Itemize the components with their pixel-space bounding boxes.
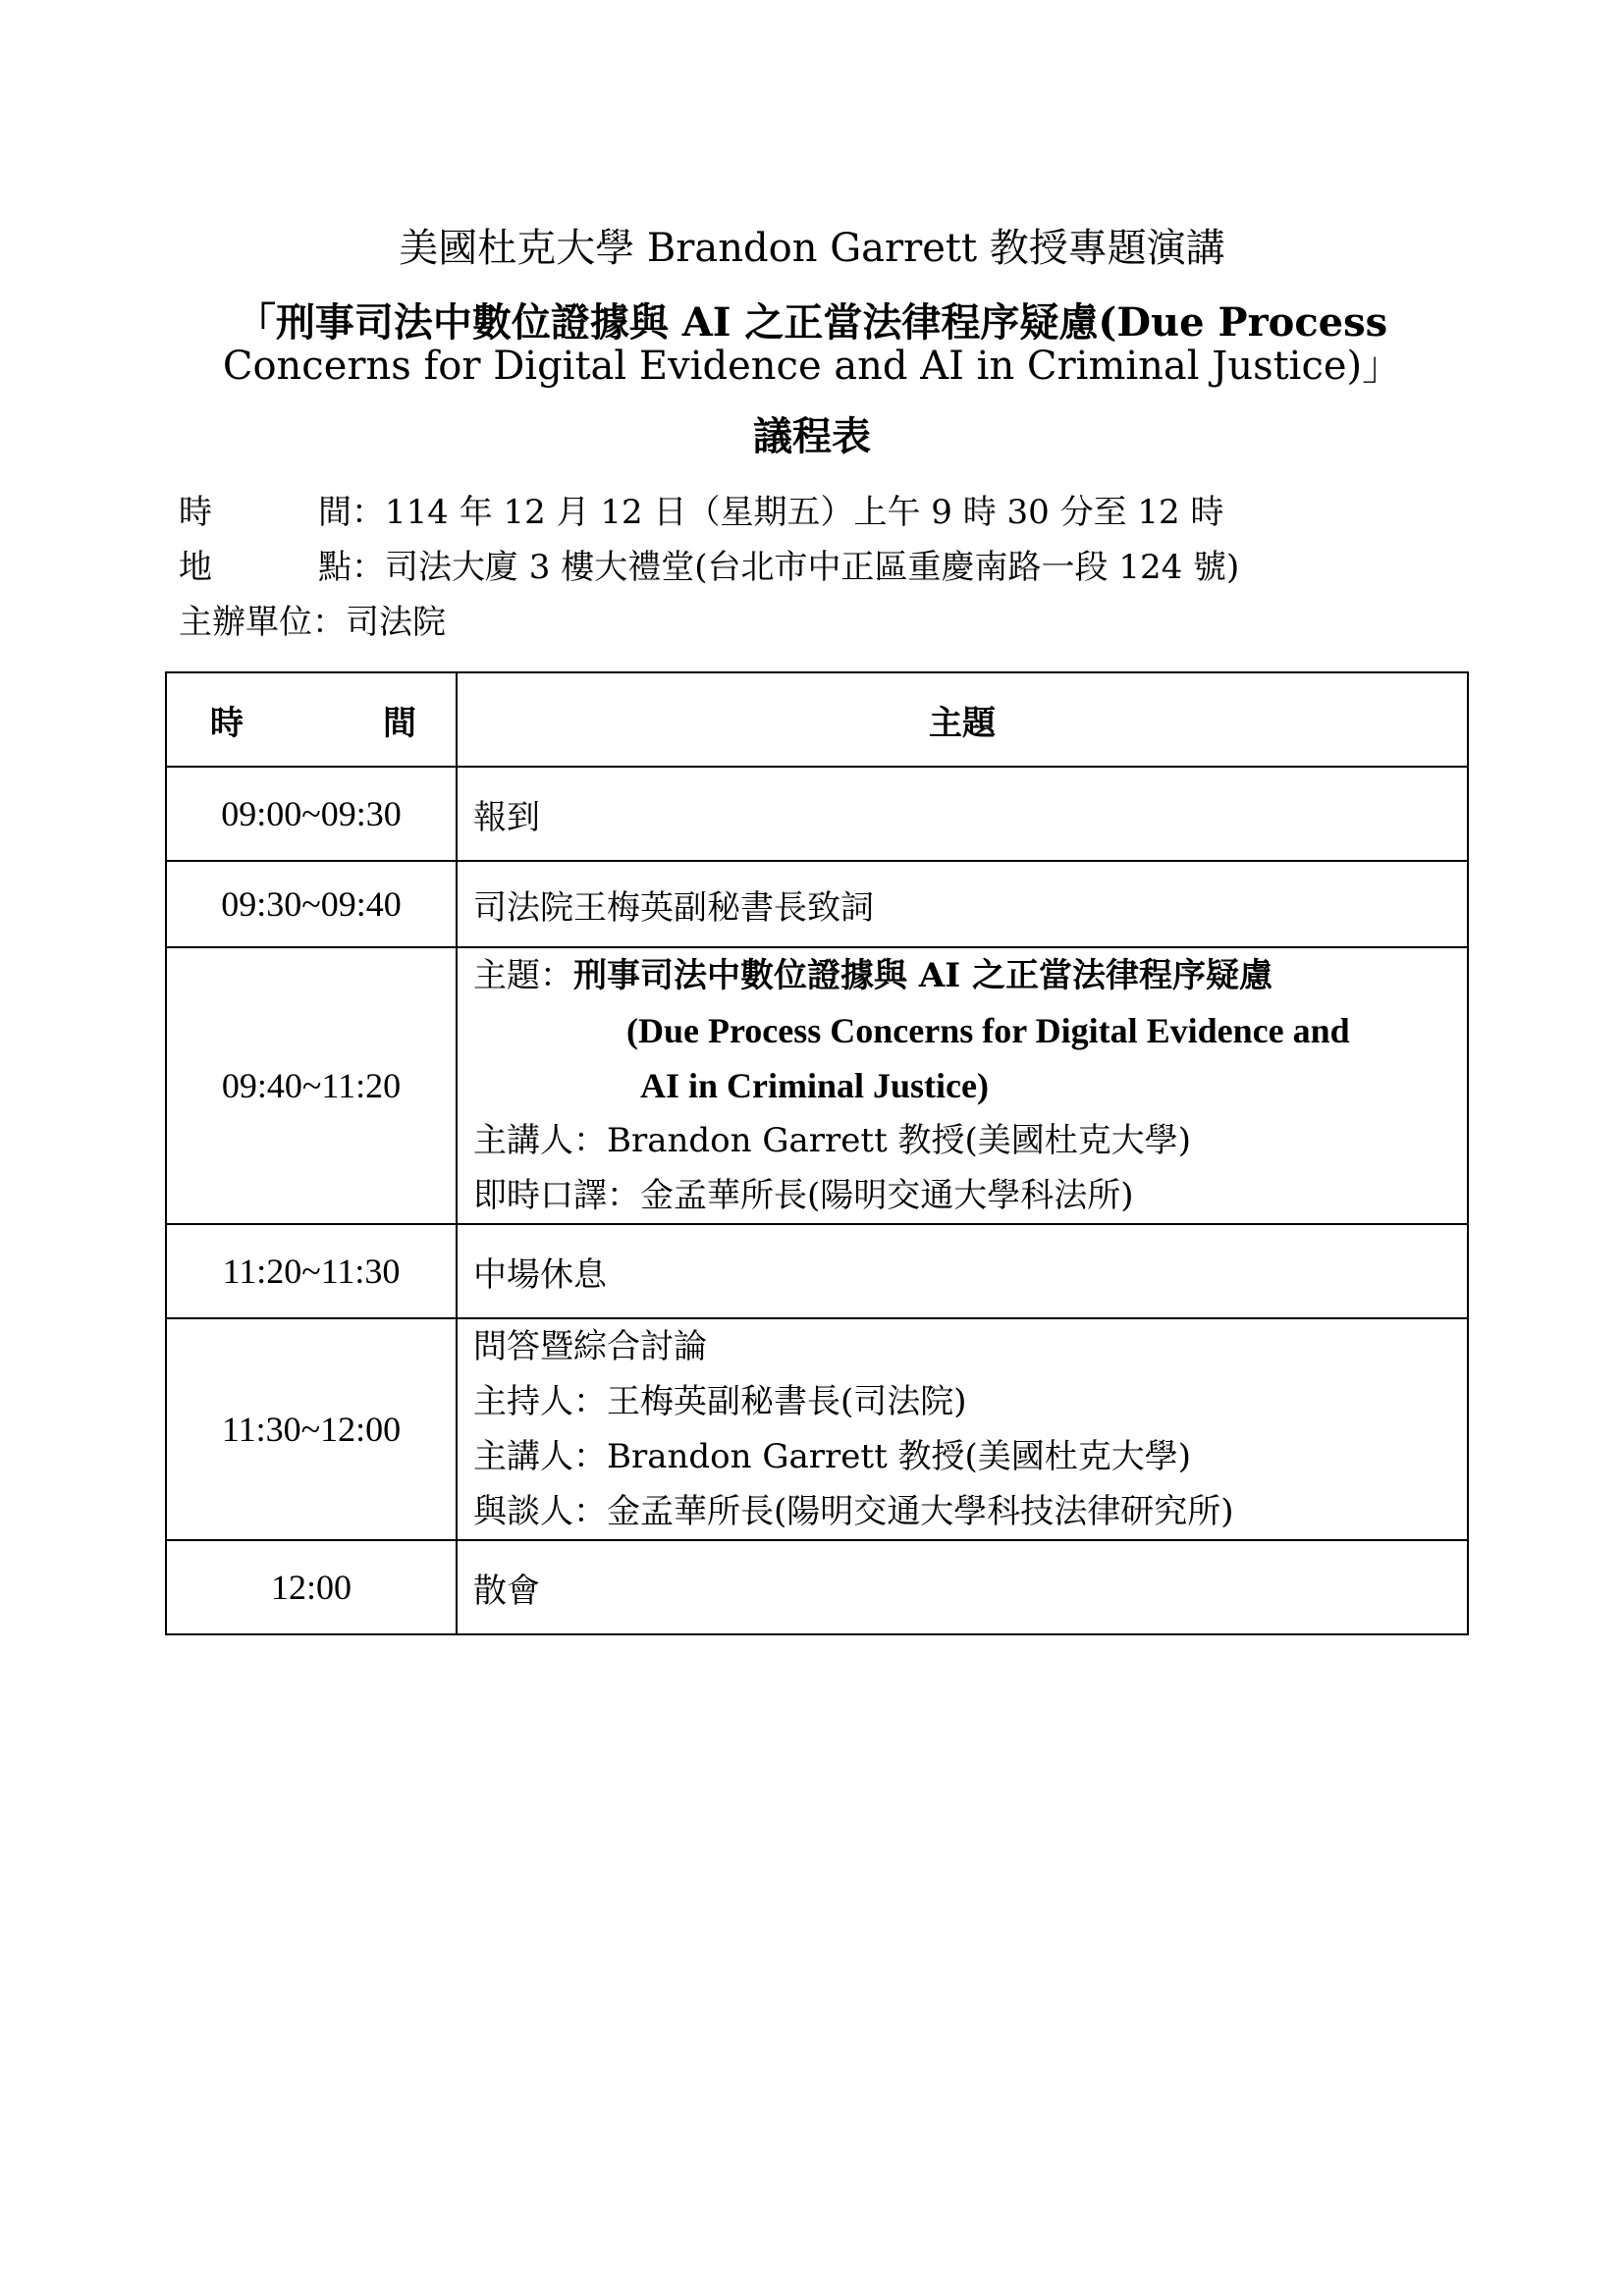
topic-title: 刑事司法中數位證據與 AI 之正當法律程序疑慮 <box>573 956 1272 995</box>
info-time-value: 114 年 12 月 12 日（星期五）上午 9 時 30 分至 12 時 <box>385 493 1224 532</box>
moderator-line: 主持人：王梅英副秘書長(司法院) <box>473 1382 967 1421</box>
time-cell: 09:00~09:30 <box>166 767 457 861</box>
info-place-label-part2: 點： <box>318 548 385 587</box>
table-header-row <box>166 672 1468 767</box>
time-cell: 11:30~12:00 <box>166 1318 457 1540</box>
header-time <box>166 672 457 767</box>
info-place-label-part1: 地 <box>179 548 212 587</box>
table-row <box>166 1318 1468 1540</box>
lecture-title-line-1: 「刑事司法中數位證據與 AI 之正當法律程序疑慮(Due Process <box>236 299 1388 346</box>
table-row <box>166 861 1468 947</box>
topic-cell <box>457 1318 1468 1540</box>
event-title: 美國杜克大學 Brandon Garrett 教授專題演講 <box>399 226 1225 271</box>
info-organizer-value: 司法院 <box>346 603 446 642</box>
table-row <box>166 947 1468 1224</box>
info-place <box>179 548 1239 587</box>
topic-cell: 司法院王梅英副秘書長致詞 <box>457 861 1468 947</box>
info-time-label <box>179 493 385 532</box>
info-time-label-part2: 間： <box>318 493 385 532</box>
topic-line <box>473 948 1467 1003</box>
info-place-label <box>179 548 385 587</box>
topic-cell: 報到 <box>457 767 1468 861</box>
topic-cell: 中場休息 <box>457 1224 1468 1318</box>
info-time <box>179 493 1223 532</box>
header-time-part1: 時 <box>210 703 244 743</box>
topic-label-part1: 主 <box>473 956 507 995</box>
topic-cell <box>457 947 1468 1224</box>
agenda-table <box>165 671 1469 1635</box>
info-place-value: 司法大廈 3 樓大禮堂(台北市中正區重慶南路一段 124 號) <box>385 548 1240 587</box>
time-cell: 09:30~09:40 <box>166 861 457 947</box>
topic-label <box>473 948 573 1003</box>
header-topic: 主題 <box>457 672 1468 767</box>
time-cell: 11:20~11:30 <box>166 1224 457 1318</box>
topic-cell: 散會 <box>457 1540 1468 1634</box>
info-time-label-part1: 時 <box>179 493 212 532</box>
topic-english-line-1: (Due Process Concerns for Digital Evidence and <box>626 1011 1350 1050</box>
topic-english-line-2: AI in Criminal Justice) <box>640 1066 989 1105</box>
discussant-line: 與談人：金孟華所長(陽明交通大學科技法律研究所) <box>473 1492 1234 1531</box>
interpreter-line: 即時口譯：金孟華所長(陽明交通大學科法所) <box>473 1176 1134 1215</box>
topic-label-part2: 題： <box>507 956 573 995</box>
time-cell: 12:00 <box>166 1540 457 1634</box>
header-time-part2: 間 <box>383 703 416 743</box>
table-row <box>166 1540 1468 1634</box>
speaker-line: 主講人：Brandon Garrett 教授(美國杜克大學) <box>473 1437 1192 1476</box>
speaker-line: 主講人：Brandon Garrett 教授(美國杜克大學) <box>473 1121 1192 1160</box>
discussion-title: 問答暨綜合討論 <box>473 1327 707 1366</box>
table-row <box>166 1224 1468 1318</box>
table-row <box>166 767 1468 861</box>
info-organizer-label: 主辦單位： <box>179 603 346 642</box>
info-organizer <box>179 603 446 642</box>
agenda-title: 議程表 <box>753 413 871 459</box>
lecture-title-line-2: Concerns for Digital Evidence and AI in Criminal Justice)」 <box>222 344 1402 389</box>
time-cell: 09:40~11:20 <box>166 947 457 1224</box>
